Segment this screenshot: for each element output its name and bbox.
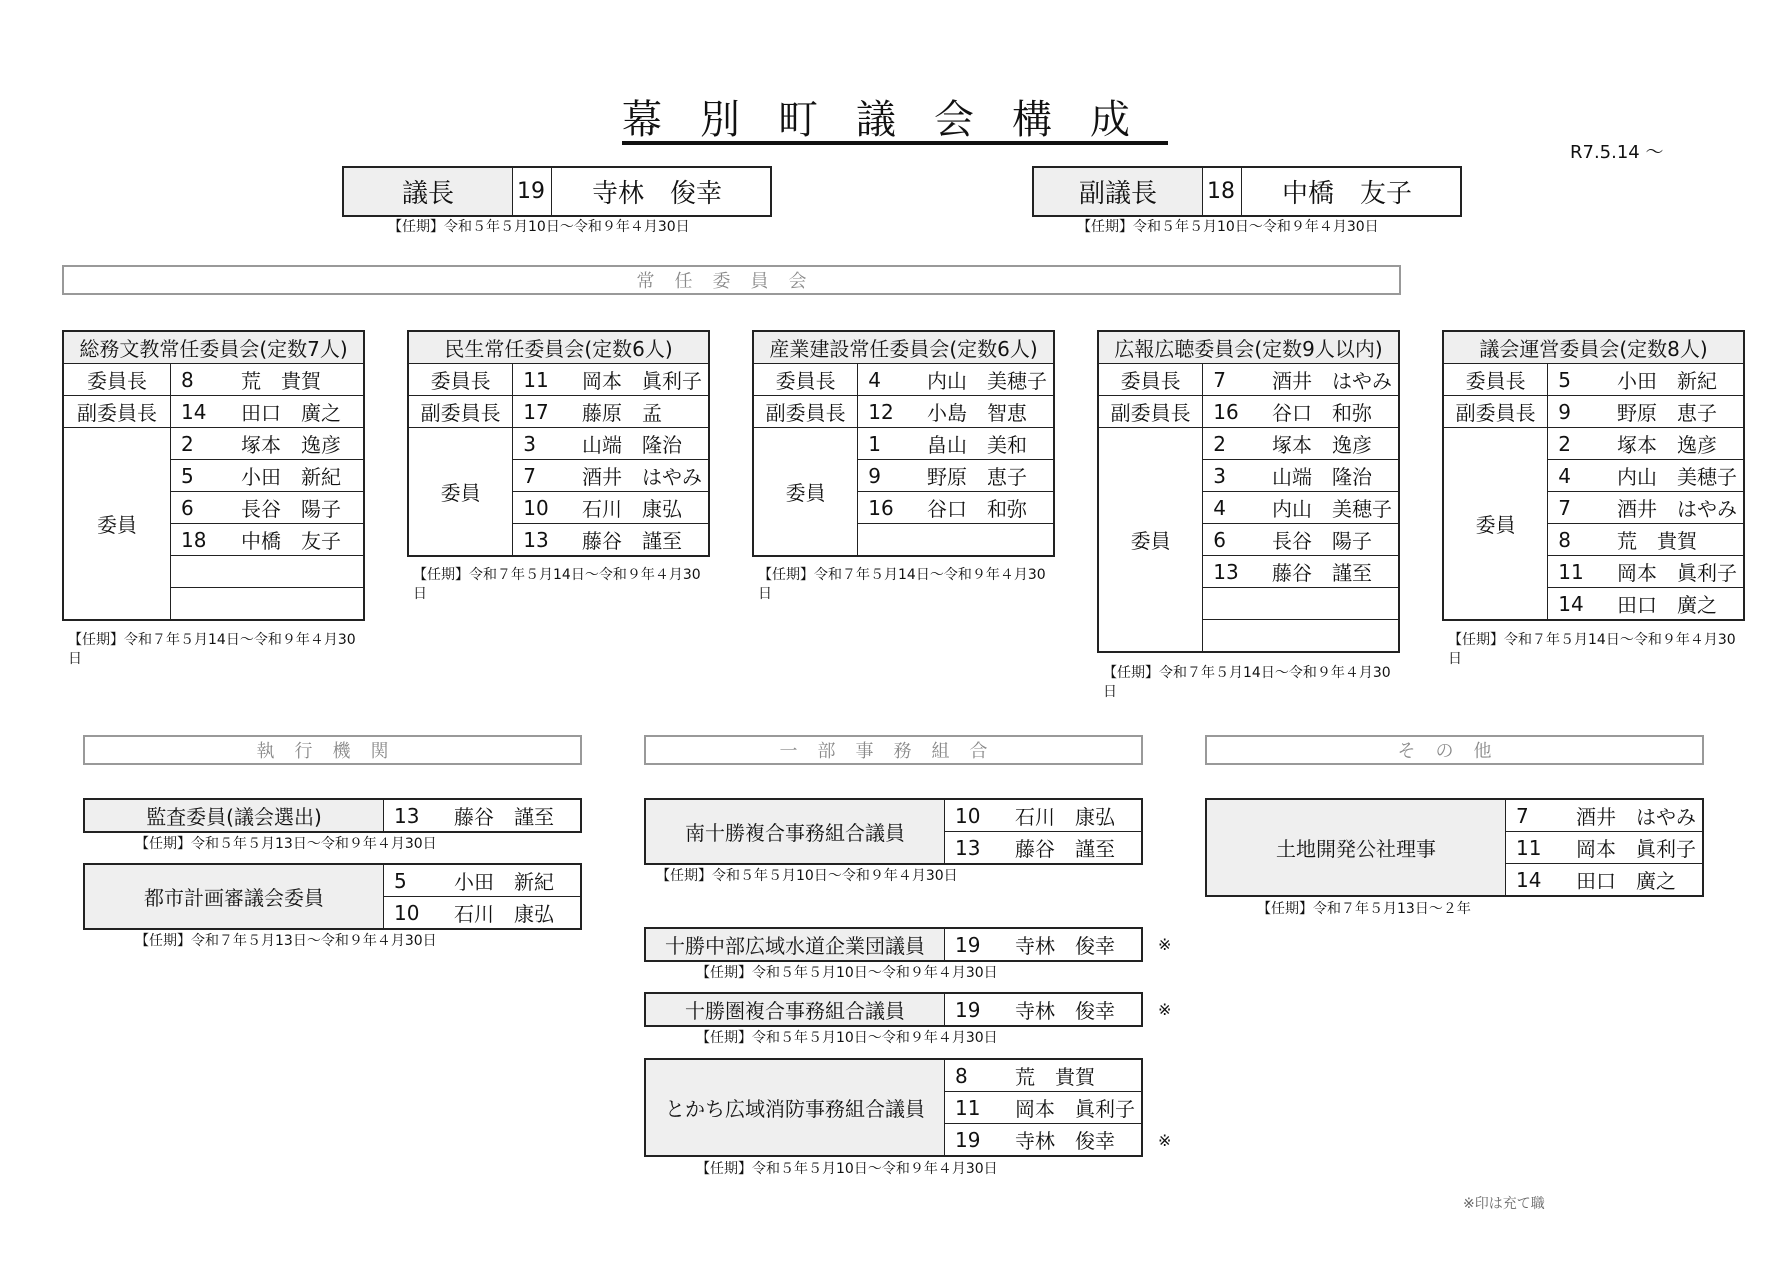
committee-member-num: 2 — [1548, 428, 1595, 460]
body-member-num: 13 — [945, 832, 994, 865]
body-term: 【任期】令和５年５月10日～令和９年４月30日 — [656, 868, 958, 885]
body-member-name: 田口 廣之 — [1554, 864, 1703, 897]
body-table — [644, 992, 1143, 1027]
effective-date: R7.5.14 ～ — [1570, 142, 1664, 163]
body-member-num: 19 — [945, 1124, 994, 1157]
committee-chair-label: 委員長 — [1443, 364, 1548, 396]
committee-title: 民生常任委員会(定数6人) — [408, 331, 709, 364]
body-label: 南十勝複合事務組合議員 — [645, 799, 945, 864]
vice-chair-name: 中橋 友子 — [1242, 167, 1462, 216]
body-member-name: 荒 貴賀 — [993, 1059, 1142, 1092]
committee-vice-label: 副委員長 — [63, 396, 171, 428]
committee-member-num: 3 — [513, 428, 560, 460]
committee-table — [62, 330, 365, 621]
committee-vice-num: 14 — [171, 396, 220, 428]
committee-term: 【任期】令和７年５月14日～令和９年４月30日 — [1448, 632, 1736, 668]
committee-vice-name: 藤原 孟 — [560, 396, 709, 428]
committee-table — [1442, 330, 1745, 621]
vice-chair-term: 【任期】令和５年５月10日～令和９年４月30日 — [1077, 219, 1379, 235]
committee-title: 産業建設常任委員会(定数6人) — [753, 331, 1054, 364]
body-term: 【任期】令和５年５月10日～令和９年４月30日 — [696, 964, 998, 981]
committee-vice-num: 17 — [513, 396, 560, 428]
body-term: 【任期】令和７年５月13日～２年 — [1257, 900, 1471, 917]
committee-chair-name: 荒 貴賀 — [219, 364, 364, 396]
body-label: 監査委員(議会選出) — [84, 799, 384, 832]
committee-title: 議会運営委員会(定数8人) — [1443, 331, 1744, 364]
committee-member-name: 塚本 逸彦 — [1595, 428, 1744, 460]
vice-chair-box — [1032, 166, 1462, 217]
committee-vice-num: 9 — [1548, 396, 1595, 428]
chair-box — [342, 166, 772, 217]
committee-member-name: 岡本 眞利子 — [1595, 556, 1744, 588]
committee-member-label: 委員 — [1443, 428, 1548, 621]
body-member-name: 寺林 俊幸 — [993, 993, 1142, 1026]
committee-member-name: 藤谷 謹至 — [560, 524, 709, 557]
committee-member-name: 塚本 逸彦 — [219, 428, 364, 460]
committee-chair-num: 7 — [1203, 364, 1250, 396]
body-member-num: 11 — [1506, 832, 1555, 864]
body-member-name: 寺林 俊幸 — [993, 1124, 1142, 1157]
committee-member-name: 石川 康弘 — [560, 492, 709, 524]
committee-member-label: 委員 — [753, 428, 858, 557]
committee-chair-name: 内山 美穂子 — [905, 364, 1054, 396]
committee-member-name: 山端 隆治 — [560, 428, 709, 460]
body-member-num: 11 — [945, 1092, 994, 1124]
vice-chair-num: 18 — [1203, 167, 1242, 216]
committee-member-name: 畠山 美和 — [905, 428, 1054, 460]
committee-member-name: 山端 隆治 — [1250, 460, 1399, 492]
committee-term: 【任期】令和７年５月14日～令和９年４月30日 — [68, 632, 356, 668]
committee-chair-name: 岡本 眞利子 — [560, 364, 709, 396]
committee-member-num: 7 — [1548, 492, 1595, 524]
section-unions: 一部事務組合 — [644, 735, 1143, 765]
committee-member-name: 長谷 陽子 — [219, 492, 364, 524]
committee-term: 【任期】令和７年５月14日～令和９年４月30日 — [413, 567, 701, 603]
body-member-name: 寺林 俊幸 — [993, 928, 1142, 961]
committee-empty-slot — [1203, 588, 1399, 620]
committee-member-name: 長谷 陽子 — [1250, 524, 1399, 556]
committee-member-num: 5 — [171, 460, 220, 492]
chair-num: 19 — [513, 167, 552, 216]
committee-chair-num: 4 — [858, 364, 905, 396]
body-table — [644, 1058, 1143, 1157]
committee-member-name: 小田 新紀 — [219, 460, 364, 492]
body-table — [83, 863, 582, 930]
body-table — [644, 798, 1143, 865]
committee-member-num: 16 — [858, 492, 905, 524]
committee-title: 総務文教常任委員会(定数7人) — [63, 331, 364, 364]
committee-member-label: 委員 — [408, 428, 513, 557]
committee-member-num: 6 — [1203, 524, 1250, 556]
committee-vice-name: 谷口 和弥 — [1250, 396, 1399, 428]
section-executive: 執行機関 — [83, 735, 582, 765]
committee-member-num: 2 — [1203, 428, 1250, 460]
vice-chair-label: 副議長 — [1033, 167, 1203, 216]
ex-officio-mark: ※ — [1158, 1131, 1172, 1151]
body-label: 十勝圏複合事務組合議員 — [645, 993, 945, 1026]
committee-chair-num: 5 — [1548, 364, 1595, 396]
body-member-num: 13 — [384, 799, 433, 832]
body-label: 土地開発公社理事 — [1206, 799, 1506, 896]
committee-member-name: 荒 貴賀 — [1595, 524, 1744, 556]
committee-table — [1097, 330, 1400, 653]
body-member-num: 7 — [1506, 799, 1555, 832]
chair-name: 寺林 俊幸 — [552, 167, 772, 216]
committee-chair-name: 小田 新紀 — [1595, 364, 1744, 396]
ex-officio-mark: ※ — [1158, 935, 1172, 954]
committee-member-num: 4 — [1203, 492, 1250, 524]
body-label: 十勝中部広域水道企業団議員 — [645, 928, 945, 961]
committee-vice-label: 副委員長 — [753, 396, 858, 428]
ex-officio-mark: ※ — [1158, 1000, 1172, 1019]
committee-member-num: 10 — [513, 492, 560, 524]
committee-empty-slot — [171, 588, 365, 621]
committee-term: 【任期】令和７年５月14日～令和９年４月30日 — [1103, 665, 1391, 700]
chair-term: 【任期】令和５年５月10日～令和９年４月30日 — [388, 219, 690, 235]
committee-vice-num: 12 — [858, 396, 905, 428]
body-term: 【任期】令和５年５月13日～令和９年４月30日 — [135, 835, 437, 852]
committee-member-num: 7 — [513, 460, 560, 492]
committee-member-num: 9 — [858, 460, 905, 492]
committee-vice-name: 田口 廣之 — [219, 396, 364, 428]
committee-member-name: 野原 恵子 — [905, 460, 1054, 492]
body-member-name: 藤谷 謹至 — [432, 799, 581, 832]
committee-member-num: 14 — [1548, 588, 1595, 621]
body-member-num: 5 — [384, 864, 433, 897]
body-member-num: 19 — [945, 993, 994, 1026]
committee-member-num: 2 — [171, 428, 220, 460]
committee-chair-label: 委員長 — [408, 364, 513, 396]
committee-member-name: 藤谷 謹至 — [1250, 556, 1399, 588]
body-member-num: 14 — [1506, 864, 1555, 897]
committee-empty-slot — [1203, 620, 1399, 653]
committee-member-name: 内山 美穂子 — [1595, 460, 1744, 492]
section-standing-committees: 常任委員会 — [62, 265, 1401, 295]
committee-vice-label: 副委員長 — [1443, 396, 1548, 428]
body-member-name: 藤谷 謹至 — [993, 832, 1142, 865]
committee-chair-label: 委員長 — [753, 364, 858, 396]
body-member-name: 岡本 眞利子 — [993, 1092, 1142, 1124]
body-member-num: 19 — [945, 928, 994, 961]
committee-vice-num: 16 — [1203, 396, 1250, 428]
committee-member-num: 3 — [1203, 460, 1250, 492]
committee-vice-name: 小島 智恵 — [905, 396, 1054, 428]
committee-member-num: 13 — [1203, 556, 1250, 588]
footnote: ※印は充て職 — [1463, 1196, 1545, 1212]
body-table — [644, 927, 1143, 962]
committee-vice-label: 副委員長 — [1098, 396, 1203, 428]
committee-member-num: 6 — [171, 492, 220, 524]
committee-vice-label: 副委員長 — [408, 396, 513, 428]
committee-chair-name: 酒井 はやみ — [1250, 364, 1399, 396]
body-table — [83, 798, 582, 833]
section-other: その他 — [1205, 735, 1704, 765]
committee-chair-num: 11 — [513, 364, 560, 396]
committee-member-name: 酒井 はやみ — [560, 460, 709, 492]
body-term: 【任期】令和７年５月13日～令和９年４月30日 — [135, 933, 437, 950]
body-label: 都市計画審議会委員 — [84, 864, 384, 929]
committee-member-name: 内山 美穂子 — [1250, 492, 1399, 524]
body-member-name: 酒井 はやみ — [1554, 799, 1703, 832]
page-title: 幕別町議会構成 — [622, 97, 1168, 143]
committee-member-name: 塚本 逸彦 — [1250, 428, 1399, 460]
committee-member-num: 8 — [1548, 524, 1595, 556]
committee-table — [407, 330, 710, 557]
committee-empty-slot — [858, 524, 1054, 557]
chair-label: 議長 — [343, 167, 513, 216]
body-table — [1205, 798, 1704, 897]
committee-chair-label: 委員長 — [1098, 364, 1203, 396]
committee-vice-name: 野原 恵子 — [1595, 396, 1744, 428]
committee-member-name: 中橋 友子 — [219, 524, 364, 556]
body-label: とかち広域消防事務組合議員 — [645, 1059, 945, 1156]
committee-member-num: 11 — [1548, 556, 1595, 588]
body-term: 【任期】令和５年５月10日～令和９年４月30日 — [696, 1029, 998, 1046]
body-member-name: 小田 新紀 — [432, 864, 581, 897]
committee-chair-label: 委員長 — [63, 364, 171, 396]
committee-table — [752, 330, 1055, 557]
committee-member-num: 1 — [858, 428, 905, 460]
committee-title: 広報広聴委員会(定数9人以内) — [1098, 331, 1399, 364]
body-member-num: 8 — [945, 1059, 994, 1092]
committee-chair-num: 8 — [171, 364, 220, 396]
body-member-num: 10 — [384, 897, 433, 930]
body-member-name: 石川 康弘 — [432, 897, 581, 930]
committee-member-name: 田口 廣之 — [1595, 588, 1744, 621]
body-member-num: 10 — [945, 799, 994, 832]
committee-member-num: 4 — [1548, 460, 1595, 492]
committee-member-num: 18 — [171, 524, 220, 556]
committee-member-name: 酒井 はやみ — [1595, 492, 1744, 524]
body-term: 【任期】令和５年５月10日～令和９年４月30日 — [696, 1160, 998, 1177]
body-member-name: 岡本 眞利子 — [1554, 832, 1703, 864]
committee-member-name: 谷口 和弥 — [905, 492, 1054, 524]
committee-empty-slot — [171, 556, 365, 588]
committee-member-label: 委員 — [63, 428, 171, 621]
committee-member-num: 13 — [513, 524, 560, 557]
body-member-name: 石川 康弘 — [993, 799, 1142, 832]
committee-member-label: 委員 — [1098, 428, 1203, 653]
committee-term: 【任期】令和７年５月14日～令和９年４月30日 — [758, 567, 1046, 603]
